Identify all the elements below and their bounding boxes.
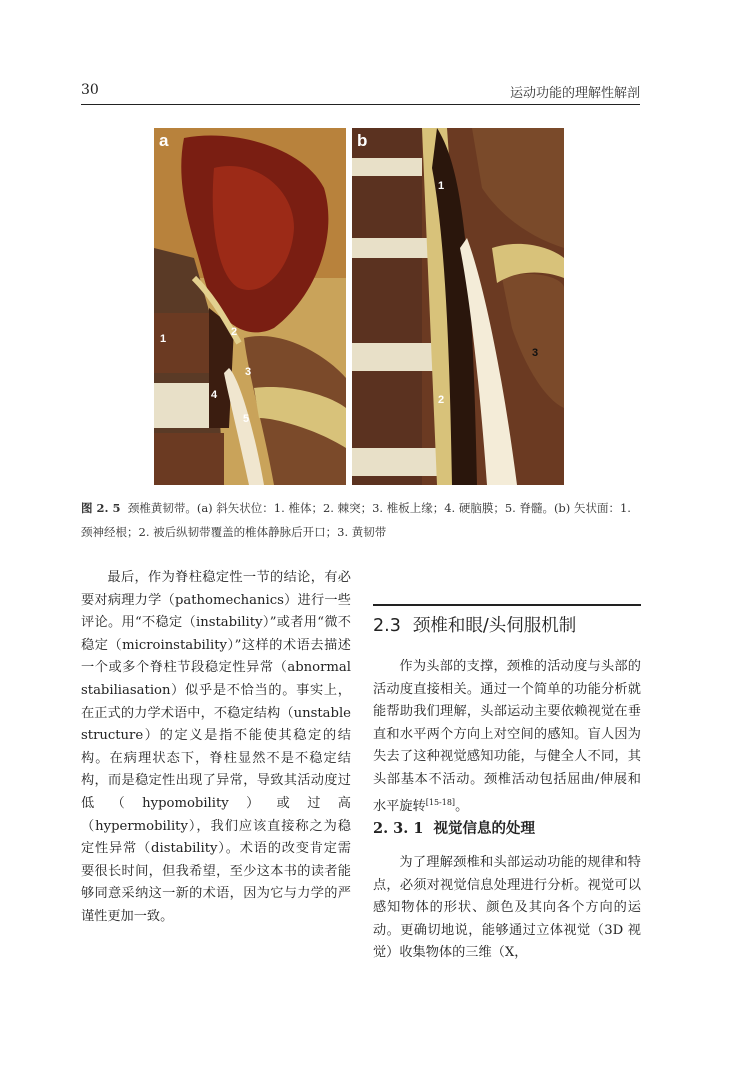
figure-panel-b	[352, 128, 564, 485]
figure-caption	[81, 496, 641, 544]
section-title: 颈椎和眼/头伺服机制	[412, 616, 577, 636]
panel-b-letter: b	[357, 131, 368, 150]
figure-caption-label: 图 2. 5	[81, 501, 121, 515]
panel-a-label: 5	[243, 413, 250, 425]
header-rule	[81, 104, 640, 105]
section-paragraph-text: 作为头部的支撑，颈椎的活动度与头部的活动度直接相关。通过一个简单的功能分析就能帮助我们理解，头部运动主要依赖视觉在垂直和水平两个方向上对空间的感知。盲人因为失去了这种视觉感知功能，与健全人不同，其头部基本不活动。颈椎活动包括屈曲/伸展和水平旋转	[373, 659, 641, 814]
subsection-paragraph: 为了理解颈椎和头部运动功能的规律和特点，必须对视觉信息处理进行分析。视觉可以感知物体的形状、颜色及其向各个方向的运动。更确切地说，能够通过立体视觉（3D 视觉）收集物体的三维（X，	[373, 855, 641, 961]
panel-a-label: 2	[231, 326, 238, 338]
subsection-heading	[373, 817, 535, 838]
left-paragraph: 最后，作为脊柱稳定性一节的结论，有必要对病理力学（pathomechanics）进行一些评论。用“不稳定（instability）”或者用“微不稳定（microinstability）”这样的术语去描述一个或多个脊柱节段稳定性异常（abnormal stabiliasation）似乎是不恰当的。事实上，在正式的力学术语中，不稳定结构（unstable structure）的定义是指不能使其稳定的结构。在病理状态下，脊柱显然不是不稳定结构，而是稳定性出现了异常，导致其活动度过低（hypomobility）或过高（hypermobility），我们应该直接称之为稳定性异常（distability）。术语的改变肯定需要很长时间，但我希望，至少这本书的读者能够同意采纳这一新的术语，因为它与力学的严谨性更加一致。	[81, 570, 351, 924]
subsection-body	[373, 852, 641, 965]
panel-a-letter: a	[159, 131, 169, 150]
anatomy-photo-b	[352, 128, 564, 485]
panel-b-label: 2	[438, 394, 445, 406]
figure-panel-a	[154, 128, 346, 485]
panel-a-label: 3	[245, 366, 252, 378]
running-title: 运动功能的理解性解剖	[509, 86, 640, 101]
section-number: 2.3	[373, 616, 401, 636]
section-paragraph	[373, 656, 641, 818]
citation: [15-18]	[425, 797, 456, 807]
page-number: 30	[81, 82, 99, 98]
left-column	[81, 567, 351, 929]
panel-a-label: 4	[211, 389, 218, 401]
figure-caption-text: 颈椎黄韧带。(a) 斜矢状位：1. 椎体；2. 棘突；3. 椎板上缘；4. 硬脑膜；5. 脊髓。(b) 矢状面：1. 颈神经根；2. 被后纵韧带覆盖的椎体静脉后开口；3. 黄韧带	[81, 501, 631, 539]
section-rule	[373, 604, 641, 606]
subsection-title: 视觉信息的处理	[433, 821, 535, 837]
panel-b-label: 1	[438, 180, 445, 192]
panel-b-label: 3	[532, 347, 539, 359]
section-paragraph-end: 。	[455, 798, 469, 814]
panel-a-label: 1	[160, 333, 167, 345]
section-heading	[373, 612, 576, 637]
section-body	[373, 656, 641, 818]
subsection-number: 2. 3. 1	[373, 820, 424, 837]
anatomy-photo-a	[154, 128, 346, 485]
